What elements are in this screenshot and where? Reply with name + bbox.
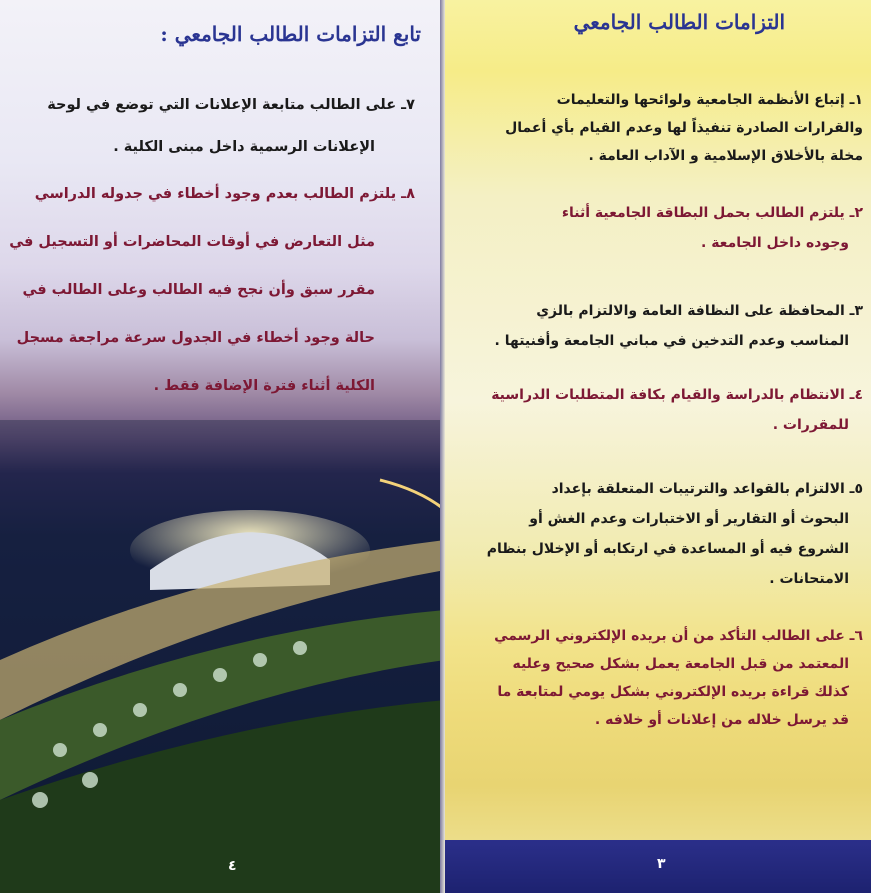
item-line: مخلة بالأخلاق الإسلامية و الآداب العامة .: [588, 148, 863, 164]
obligation-item-5: [453, 474, 863, 594]
page-number: ٤: [228, 858, 237, 874]
item-line: الشروع فيه أو المساعدة في ارتكابه أو الإخلال بنظام: [486, 541, 849, 557]
item-line: الإعلانات الرسمية داخل مبنى الكلية .: [113, 139, 375, 155]
item-line: المناسب وعدم التدخين في مباني الجامعة وأفنيتها .: [494, 333, 849, 349]
item-line: مقرر سبق وأن نجح فيه الطالب وعلى الطالب في: [22, 282, 375, 298]
item-line: الامتحانات .: [769, 571, 849, 587]
item-line: المعتمد من قبل الجامعة يعمل بشكل صحيح وعليه: [512, 656, 849, 672]
item-line: ٢ـ يلتزم الطالب بحمل البطاقة الجامعية أثناء: [561, 205, 863, 221]
item-line: ٥ـ الالتزام بالقواعد والترتيبات المتعلقة بإعداد: [551, 481, 863, 497]
item-line: كذلك قراءة بريده الإلكتروني بشكل يومي لمتابعة ما: [497, 684, 849, 700]
item-line: الكلية أثناء فترة الإضافة فقط .: [153, 378, 375, 394]
item-line: حالة وجود أخطاء في الجدول سرعة مراجعة مسجل: [16, 330, 375, 346]
right-page: [445, 0, 871, 893]
item-line: ٣ـ المحافظة على النظافة العامة والالتزام بالزي: [536, 303, 863, 319]
right-page-title: التزامات الطالب الجامعي: [573, 10, 785, 34]
item-line: مثل التعارض في أوقات المحاضرات أو التسجيل في: [9, 234, 375, 250]
item-line: ٦ـ على الطالب التأكد من أن بريده الإلكتروني الرسمي: [494, 628, 863, 644]
obligation-item-2: [453, 198, 863, 258]
item-line: ٨ـ يلتزم الطالب بعدم وجود أخطاء في جدوله الدراسي: [34, 186, 415, 202]
left-page-title: تابع التزامات الطالب الجامعي :: [160, 22, 421, 46]
obligation-item-7: [5, 84, 415, 168]
item-line: للمقررات .: [772, 417, 849, 433]
item-line: البحوث أو التقارير أو الاختبارات وعدم الغش أو: [529, 511, 849, 527]
obligation-item-3: [453, 296, 863, 356]
obligation-item-4: [453, 380, 863, 440]
obligation-item-6: [453, 622, 863, 734]
item-line: والقرارات الصادرة تنفيذاً لها وعدم القيام بأي أعمال: [505, 120, 863, 136]
page-number: ٣: [657, 856, 666, 872]
item-line: وجوده داخل الجامعة .: [701, 235, 849, 251]
obligation-item-1: [453, 86, 863, 170]
campus-night-illustration: [0, 420, 445, 893]
item-line: ٧ـ على الطالب متابعة الإعلانات التي توضع في لوحة: [47, 97, 415, 113]
item-line: ١ـ إتباع الأنظمة الجامعية ولوائحها والتعليمات: [556, 92, 863, 108]
obligation-item-8: [5, 170, 415, 410]
item-line: قد يرسل خلاله من إعلانات أو خلافه .: [594, 712, 849, 728]
item-line: ٤ـ الانتظام بالدراسة والقيام بكافة المتطلبات الدراسية: [491, 387, 863, 403]
